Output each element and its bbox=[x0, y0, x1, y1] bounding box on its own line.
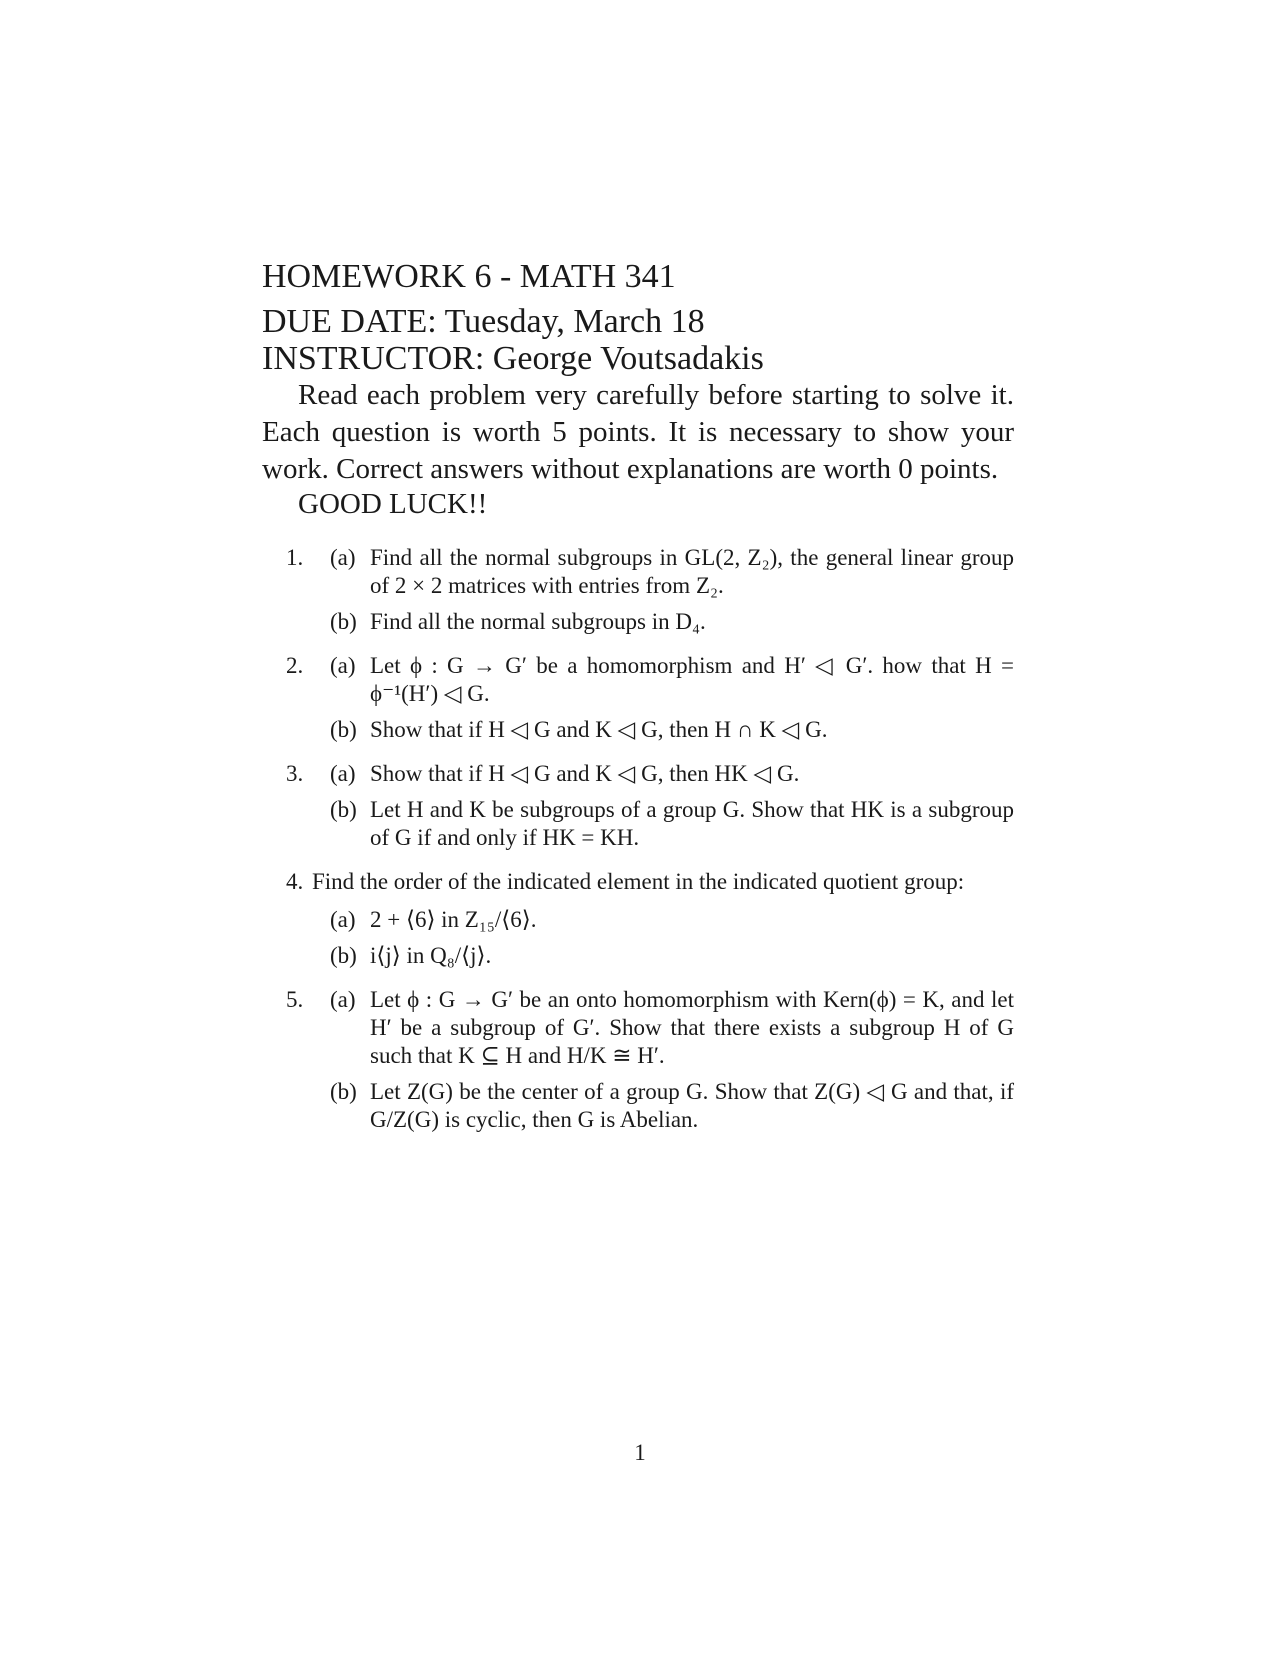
part-text: Find all the normal subgroups in GL(2, Z₂), the general linear group of 2 × 2 matrices with entries from Z₂. bbox=[370, 545, 1014, 598]
problem-number: 4. bbox=[286, 869, 304, 894]
problem-part bbox=[330, 760, 1014, 788]
part-text: Let ϕ : G → G′ be a homomorphism and H′ ◁ G′. how that H = ϕ⁻¹(H′) ◁ G. bbox=[370, 653, 1014, 706]
problem-part bbox=[330, 716, 1014, 744]
problem-stem: Find the order of the indicated element in the indicated quotient group: bbox=[312, 869, 965, 894]
problem-number: 5. bbox=[286, 987, 304, 1012]
part-text: Let H and K be subgroups of a group G. Show that HK is a subgroup of G if and only if HK = KH. bbox=[370, 797, 1014, 850]
instructions-paragraph: Read each problem very carefully before starting to solve it. Each question is worth 5 points. It is necessary to show your work. Correct answers without explanations are worth 0 points. bbox=[262, 379, 1014, 485]
part-label: (b) bbox=[330, 609, 357, 634]
part-label: (a) bbox=[330, 545, 356, 570]
problem-5 bbox=[262, 986, 1014, 1134]
part-label: (b) bbox=[330, 1079, 357, 1104]
part-text: Let Z(G) be the center of a group G. Show that Z(G) ◁ G and that, if G/Z(G) is cyclic, then G is Abelian. bbox=[370, 1079, 1014, 1132]
problem-part bbox=[330, 652, 1014, 708]
part-text: 2 + ⟨6⟩ in Z₁₅/⟨6⟩. bbox=[370, 907, 537, 932]
part-label: (a) bbox=[330, 653, 356, 678]
due-date: DUE DATE: Tuesday, March 18 bbox=[262, 303, 705, 340]
problem-part bbox=[330, 608, 1014, 636]
problem-part bbox=[330, 986, 1014, 1070]
problem-number: 2. bbox=[286, 653, 304, 678]
problem-1 bbox=[262, 544, 1014, 636]
problem-part bbox=[330, 942, 1014, 970]
part-text: Show that if H ◁ G and K ◁ G, then H ∩ K ◁ G. bbox=[370, 717, 828, 742]
part-label: (a) bbox=[330, 987, 356, 1012]
problem-2 bbox=[262, 652, 1014, 744]
homework-page bbox=[262, 258, 1014, 1150]
part-label: (b) bbox=[330, 943, 357, 968]
part-text: Show that if H ◁ G and K ◁ G, then HK ◁ G. bbox=[370, 761, 800, 786]
problem-part bbox=[330, 796, 1014, 852]
problem-part bbox=[330, 544, 1014, 600]
problem-number: 3. bbox=[286, 761, 304, 786]
good-luck-text: GOOD LUCK!! bbox=[298, 488, 488, 520]
part-label: (a) bbox=[330, 761, 356, 786]
part-label: (a) bbox=[330, 907, 356, 932]
problem-4 bbox=[262, 868, 1014, 970]
instructor: INSTRUCTOR: George Voutsadakis bbox=[262, 340, 764, 377]
part-text: Find all the normal subgroups in D₄. bbox=[370, 609, 706, 634]
part-text: Let ϕ : G → G′ be an onto homomorphism with Kern(ϕ) = K, and let H′ be a subgroup of G′. Show that there exists a subgroup H of G such that K ⊆ H and H/K ≅ H′. bbox=[370, 987, 1014, 1068]
problem-list bbox=[262, 544, 1014, 1134]
part-label: (b) bbox=[330, 797, 357, 822]
page-number: 1 bbox=[634, 1440, 646, 1465]
problem-part bbox=[330, 1078, 1014, 1134]
problem-part bbox=[330, 906, 1014, 934]
problem-3 bbox=[262, 760, 1014, 852]
problem-number: 1. bbox=[286, 545, 304, 570]
document-title: HOMEWORK 6 - MATH 341 bbox=[262, 258, 676, 295]
part-label: (b) bbox=[330, 717, 357, 742]
part-text: i⟨j⟩ in Q₈/⟨j⟩. bbox=[370, 943, 492, 968]
